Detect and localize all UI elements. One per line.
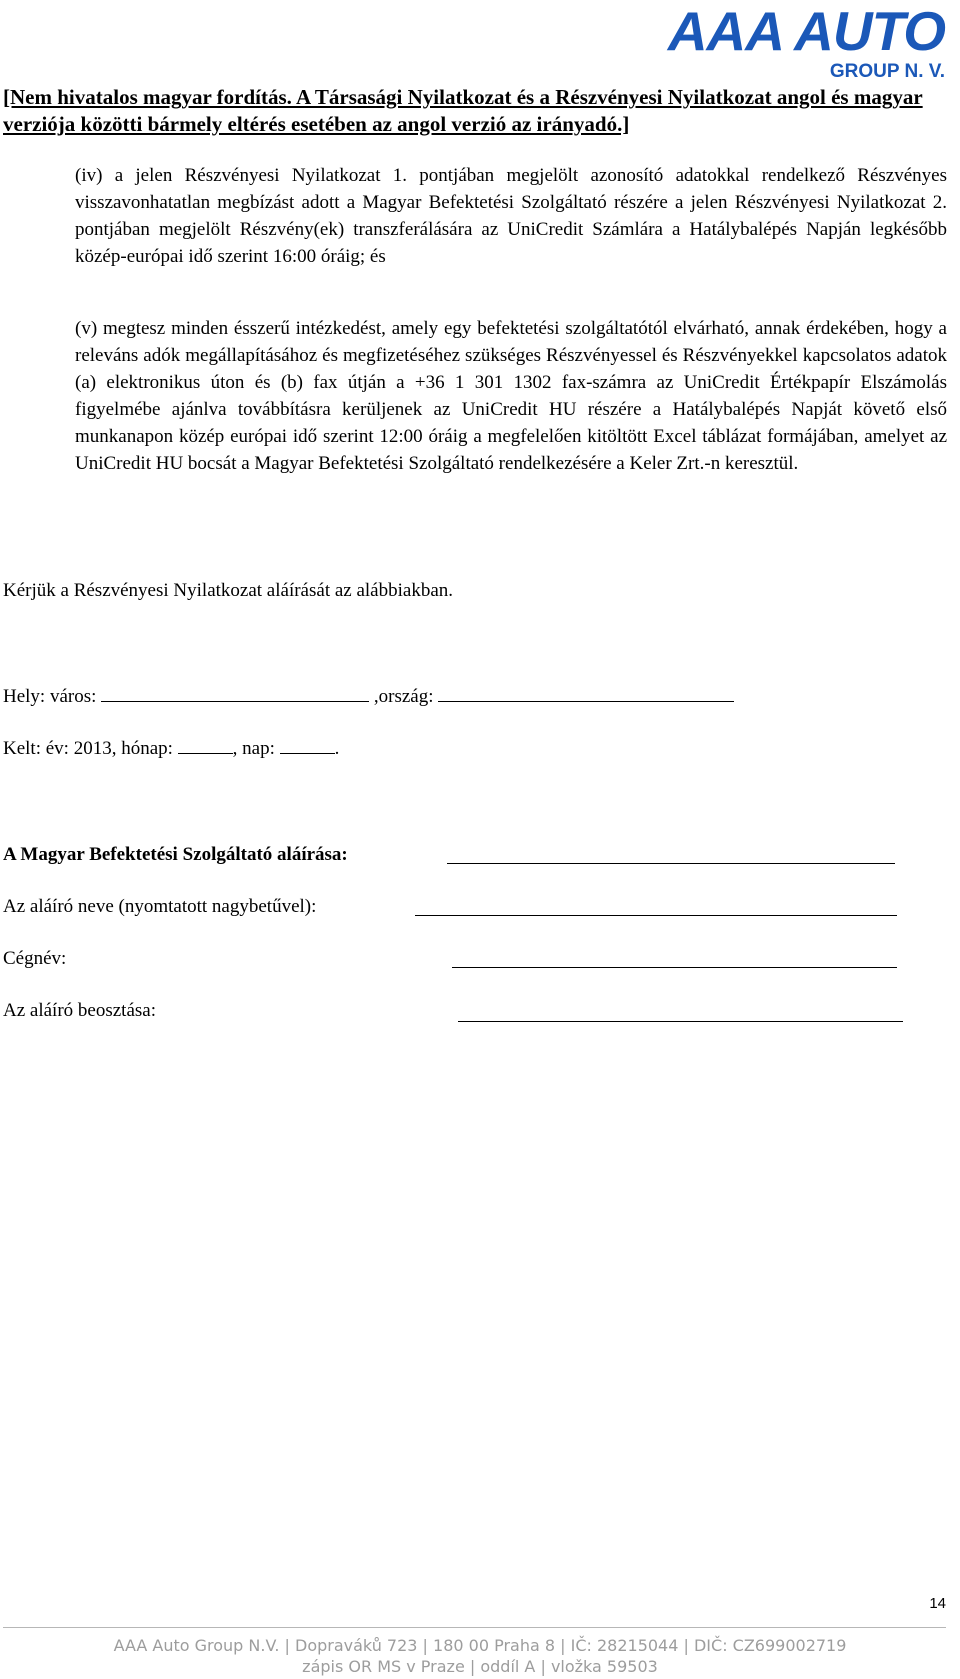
signer-name-line[interactable] bbox=[415, 915, 897, 916]
place-row bbox=[3, 683, 734, 710]
signature-line[interactable] bbox=[447, 863, 895, 864]
signer-position-label: Az aláíró beosztása: bbox=[3, 1000, 156, 1021]
date-end: . bbox=[334, 738, 340, 759]
paragraph-iv: (iv) a jelen Részvényesi Nyilatkozat 1. pontjában megjelölt azonosító adatokkal rendelkező Részvényes visszavonhatatlan megbízást adott a Magyar Befektetési Szolgáltató részére a jelen Részvényesi Nyilatkozat 2. pontjában megjelölt Részvény(ek) transzferálására az UniCredit Számlára a Hatálybalépés Napján legkésőbb közép-európai idő szerint 16:00 óráig; és bbox=[75, 165, 947, 267]
footer-address: AAA Auto Group N.V. | Dopraváků 723 | 180 00 Praha 8 | IČ: 28215044 | DIČ: CZ699002719 bbox=[113, 1636, 847, 1655]
country-label: ,ország: bbox=[373, 686, 434, 707]
signer-name-label: Az aláíró neve (nyomtatott nagybetűvel): bbox=[3, 896, 317, 917]
paragraph-v: (v) megtesz minden ésszerű intézkedést, amely egy befektetési szolgáltatótól elvárható, annak érdekében, hogy a releváns adók megállapításához és megfizetéséhez szükséges Részvényessel és Részvényekkel kapcsolatos adatok (a) elektronikus úton és (b) fax útján a +36 1 301 1302 fax-számra az UniCredit Értékpapír Elszámolás figyelmébe ajánlva továbbításra kerüljenek az UniCredit HU részére a Hatálybalépés Napját követő első munkanapon közép európai idő szerint 12:00 óráig a megfelelően kitöltött Excel táblázat formájában, amelyet az UniCredit HU bocsát a Magyar Befektetési Szolgáltató rendelkezésére a Keler Zrt.-n keresztül. bbox=[75, 318, 947, 474]
translation-disclaimer: [Nem hivatalos magyar fordítás. A Társasági Nyilatkozat és a Részvényesi Nyilatkozat angol és magyar verziója közötti bármely eltérés esetében az angol verzió az irányadó.] bbox=[3, 85, 923, 136]
logo-subtitle: GROUP N. V. bbox=[829, 61, 945, 82]
date-row bbox=[3, 735, 339, 762]
company-name-label: Cégnév: bbox=[3, 948, 67, 969]
company-name-line[interactable] bbox=[452, 967, 897, 968]
date-prefix: Kelt: év: 2013, hónap: bbox=[3, 738, 173, 759]
city-label: Hely: város: bbox=[3, 686, 97, 707]
month-blank[interactable] bbox=[178, 735, 233, 754]
signature-request-text: Kérjük a Részvényesi Nyilatkozat aláírását az alábbiakban. bbox=[3, 580, 453, 601]
city-blank[interactable] bbox=[101, 683, 369, 702]
company-logo bbox=[655, 2, 945, 82]
logo-wordmark: AAA AUTO bbox=[667, 0, 945, 62]
footer-registration: zápis OR MS v Praze | oddíl A | vložka 59503 bbox=[302, 1657, 658, 1676]
day-blank[interactable] bbox=[280, 735, 335, 754]
page-number: 14 bbox=[929, 1595, 946, 1612]
footer-divider bbox=[3, 1627, 946, 1628]
day-label: , nap: bbox=[232, 738, 275, 759]
country-blank[interactable] bbox=[438, 683, 734, 702]
signature-title: A Magyar Befektetési Szolgáltató aláírása: bbox=[3, 844, 348, 865]
signer-position-line[interactable] bbox=[458, 1021, 903, 1022]
